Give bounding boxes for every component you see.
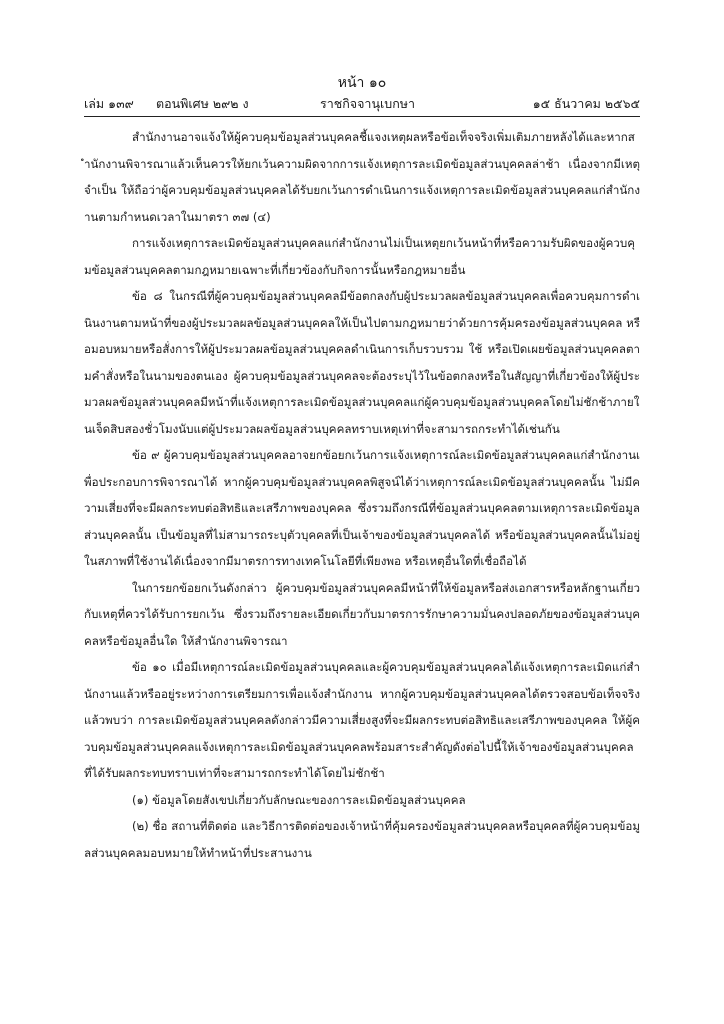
paragraph-clause-9: ข้อ ๙ ผู้ควบคุมข้อมูลส่วนบุคคลอาจยกข้อยกเว้นการแจ้งเหตุการณ์ละเมิดข้อมูลส่วนบุคคลแก่สำนักงานเพื่อประกอบการพิจารณาได้ หากผู้ควบคุมข้อมูลส่วนบุคคลพิสูจน์ได้ว่าเหตุการณ์ละเมิดข้อมูลส่วนบุคคลนั้น ไม่มีความเสี่ยงที่จะมีผลกระทบต่อสิทธิและเสรีภาพของบุคคล ซึ่งรวมถึงกรณีที่ข้อมูลส่วนบุคคลตามเหตุการละเมิดข้อมูลส่วนบุคคลนั้น เป็นข้อมูลที่ไม่สามารถระบุตัวบุคคลที่เป็นเจ้าของข้อมูลส่วนบุคคลได้ หรือข้อมูลส่วนบุคคลนั้นไม่อยู่ในสภาพที่ใช้งานได้เนื่องจากมีมาตรการทางเทคโนโลยีที่เพียงพอ หรือเหตุอื่นใดที่เชื่อถือได้ — [84, 448, 640, 568]
paragraph-clause-8: ข้อ ๘ ในกรณีที่ผู้ควบคุมข้อมูลส่วนบุคคลมีข้อตกลงกับผู้ประมวลผลข้อมูลส่วนบุคคลเพื่อควบคุมการดำเนินงานตามหน้าที่ของผู้ประมวลผลข้อมูลส่วนบุคคลให้เป็นไปตามกฎหมายว่าด้วยการคุ้มครองข้อมูลส่วนบุคคล หรือมอบหมายหรือสั่งการให้ผู้ประมวลผลข้อมูลส่วนบุคคลดำเนินการเก็บรวบรวม ใช้ หรือเปิดเผยข้อมูลส่วนบุคคลตามคำสั่งหรือในนามของตนเอง ผู้ควบคุมข้อมูลส่วนบุคคลจะต้องระบุไว้ในข้อตกลงหรือในสัญญาที่เกี่ยวข้องให้ผู้ประมวลผลข้อมูลส่วนบุคคลมีหน้าที่แจ้งเหตุการละเมิดข้อมูลส่วนบุคคลแก่ผู้ควบคุมข้อมูลส่วนบุคคลโดยไม่ชักช้าภายในเจ็ดสิบสองชั่วโมงนับแต่ผู้ประมวลผลข้อมูลส่วนบุคคลทราบเหตุเท่าที่จะสามารถกระทำได้เช่นกัน — [84, 289, 640, 436]
header-gazette-title: ราชกิจจานุเบกษา — [320, 96, 416, 111]
gazette-header — [84, 94, 640, 114]
paragraph-exemption-evidence: ในการยกข้อยกเว้นดังกล่าว ผู้ควบคุมข้อมูลส่วนบุคคลมีหน้าที่ให้ข้อมูลหรือส่งเอกสารหรือหลักฐานเกี่ยวกับเหตุที่ควรได้รับการยกเว้น ซึ่งรวมถึงรายละเอียดเกี่ยวกับมาตรการรักษาความมั่นคงปลอดภัยของข้อมูลส่วนบุคคลหรือข้อมูลอื่นใด ให้สำนักงานพิจารณา — [84, 580, 640, 648]
page-number: หน้า ๑๐ — [337, 75, 387, 91]
header-divider — [84, 116, 640, 117]
list-item-1: (๑) ข้อมูลโดยสังเขปเกี่ยวกับลักษณะของการละเมิดข้อมูลส่วนบุคคล — [132, 792, 466, 807]
header-date: ๑๕ ธันวาคม ๒๕๖๕ — [532, 96, 640, 111]
list-item-2: (๒) ชื่อ สถานที่ติดต่อ และวิธีการติดต่อของเจ้าหน้าที่คุ้มครองข้อมูลส่วนบุคคลหรือบุคคลที่ผู้ควบคุมข้อมูลส่วนบุคคลมอบหมายให้ทำหน้าที่ประสานงาน — [84, 819, 640, 860]
header-issue: ตอนพิเศษ ๒๙๒ ง — [156, 96, 249, 111]
header-volume: เล่ม ๑๓๙ — [84, 96, 134, 111]
paragraph-liability: การแจ้งเหตุการละเมิดข้อมูลส่วนบุคคลแก่สำนักงานไม่เป็นเหตุยกเว้นหน้าที่หรือความรับผิดของผู้ควบคุมข้อมูลส่วนบุคคลตามกฎหมายเฉพาะที่เกี่ยวข้องกับกิจการนั้นหรือกฎหมายอื่น — [84, 236, 635, 277]
paragraph-clause-10: ข้อ ๑๐ เมื่อมีเหตุการณ์ละเมิดข้อมูลส่วนบุคคลและผู้ควบคุมข้อมูลส่วนบุคคลได้แจ้งเหตุการละเมิดแก่สำนักงานแล้วหรืออยู่ระหว่างการเตรียมการเพื่อแจ้งสำนักงาน หากผู้ควบคุมข้อมูลส่วนบุคคลได้ตรวจสอบข้อเท็จจริงแล้วพบว่า การละเมิดข้อมูลส่วนบุคคลดังกล่าวมีความเสี่ยงสูงที่จะมีผลกระทบต่อสิทธิและเสรีภาพของบุคคล ให้ผู้ควบคุมข้อมูลส่วนบุคคลแจ้งเหตุการละเมิดข้อมูลส่วนบุคคลพร้อมสาระสำคัญดังต่อไปนี้ให้เจ้าของข้อมูลส่วนบุคคลที่ได้รับผลกระทบทราบเท่าที่จะสามารถกระทำได้โดยไม่ชักช้า — [84, 660, 640, 780]
paragraph-exemption-late-notice: สำนักงานอาจแจ้งให้ผู้ควบคุมข้อมูลส่วนบุคคลชี้แจงเหตุผลหรือข้อเท็จจริงเพิ่มเติมภายหลังได้และหากสำนักงานพิจารณาแล้วเห็นควรให้ยกเว้นความผิดจากการแจ้งเหตุการละเมิดข้อมูลส่วนบุคคลล่าช้า เนื่องจากมีเหตุจำเป็น ให้ถือว่าผู้ควบคุมข้อมูลส่วนบุคคลได้รับยกเว้นการดำเนินการแจ้งเหตุการละเมิดข้อมูลส่วนบุคคลแก่สำนักงานตามกำหนดเวลาในมาตรา ๓๗ (๔) — [84, 130, 640, 224]
document-body — [84, 124, 640, 866]
